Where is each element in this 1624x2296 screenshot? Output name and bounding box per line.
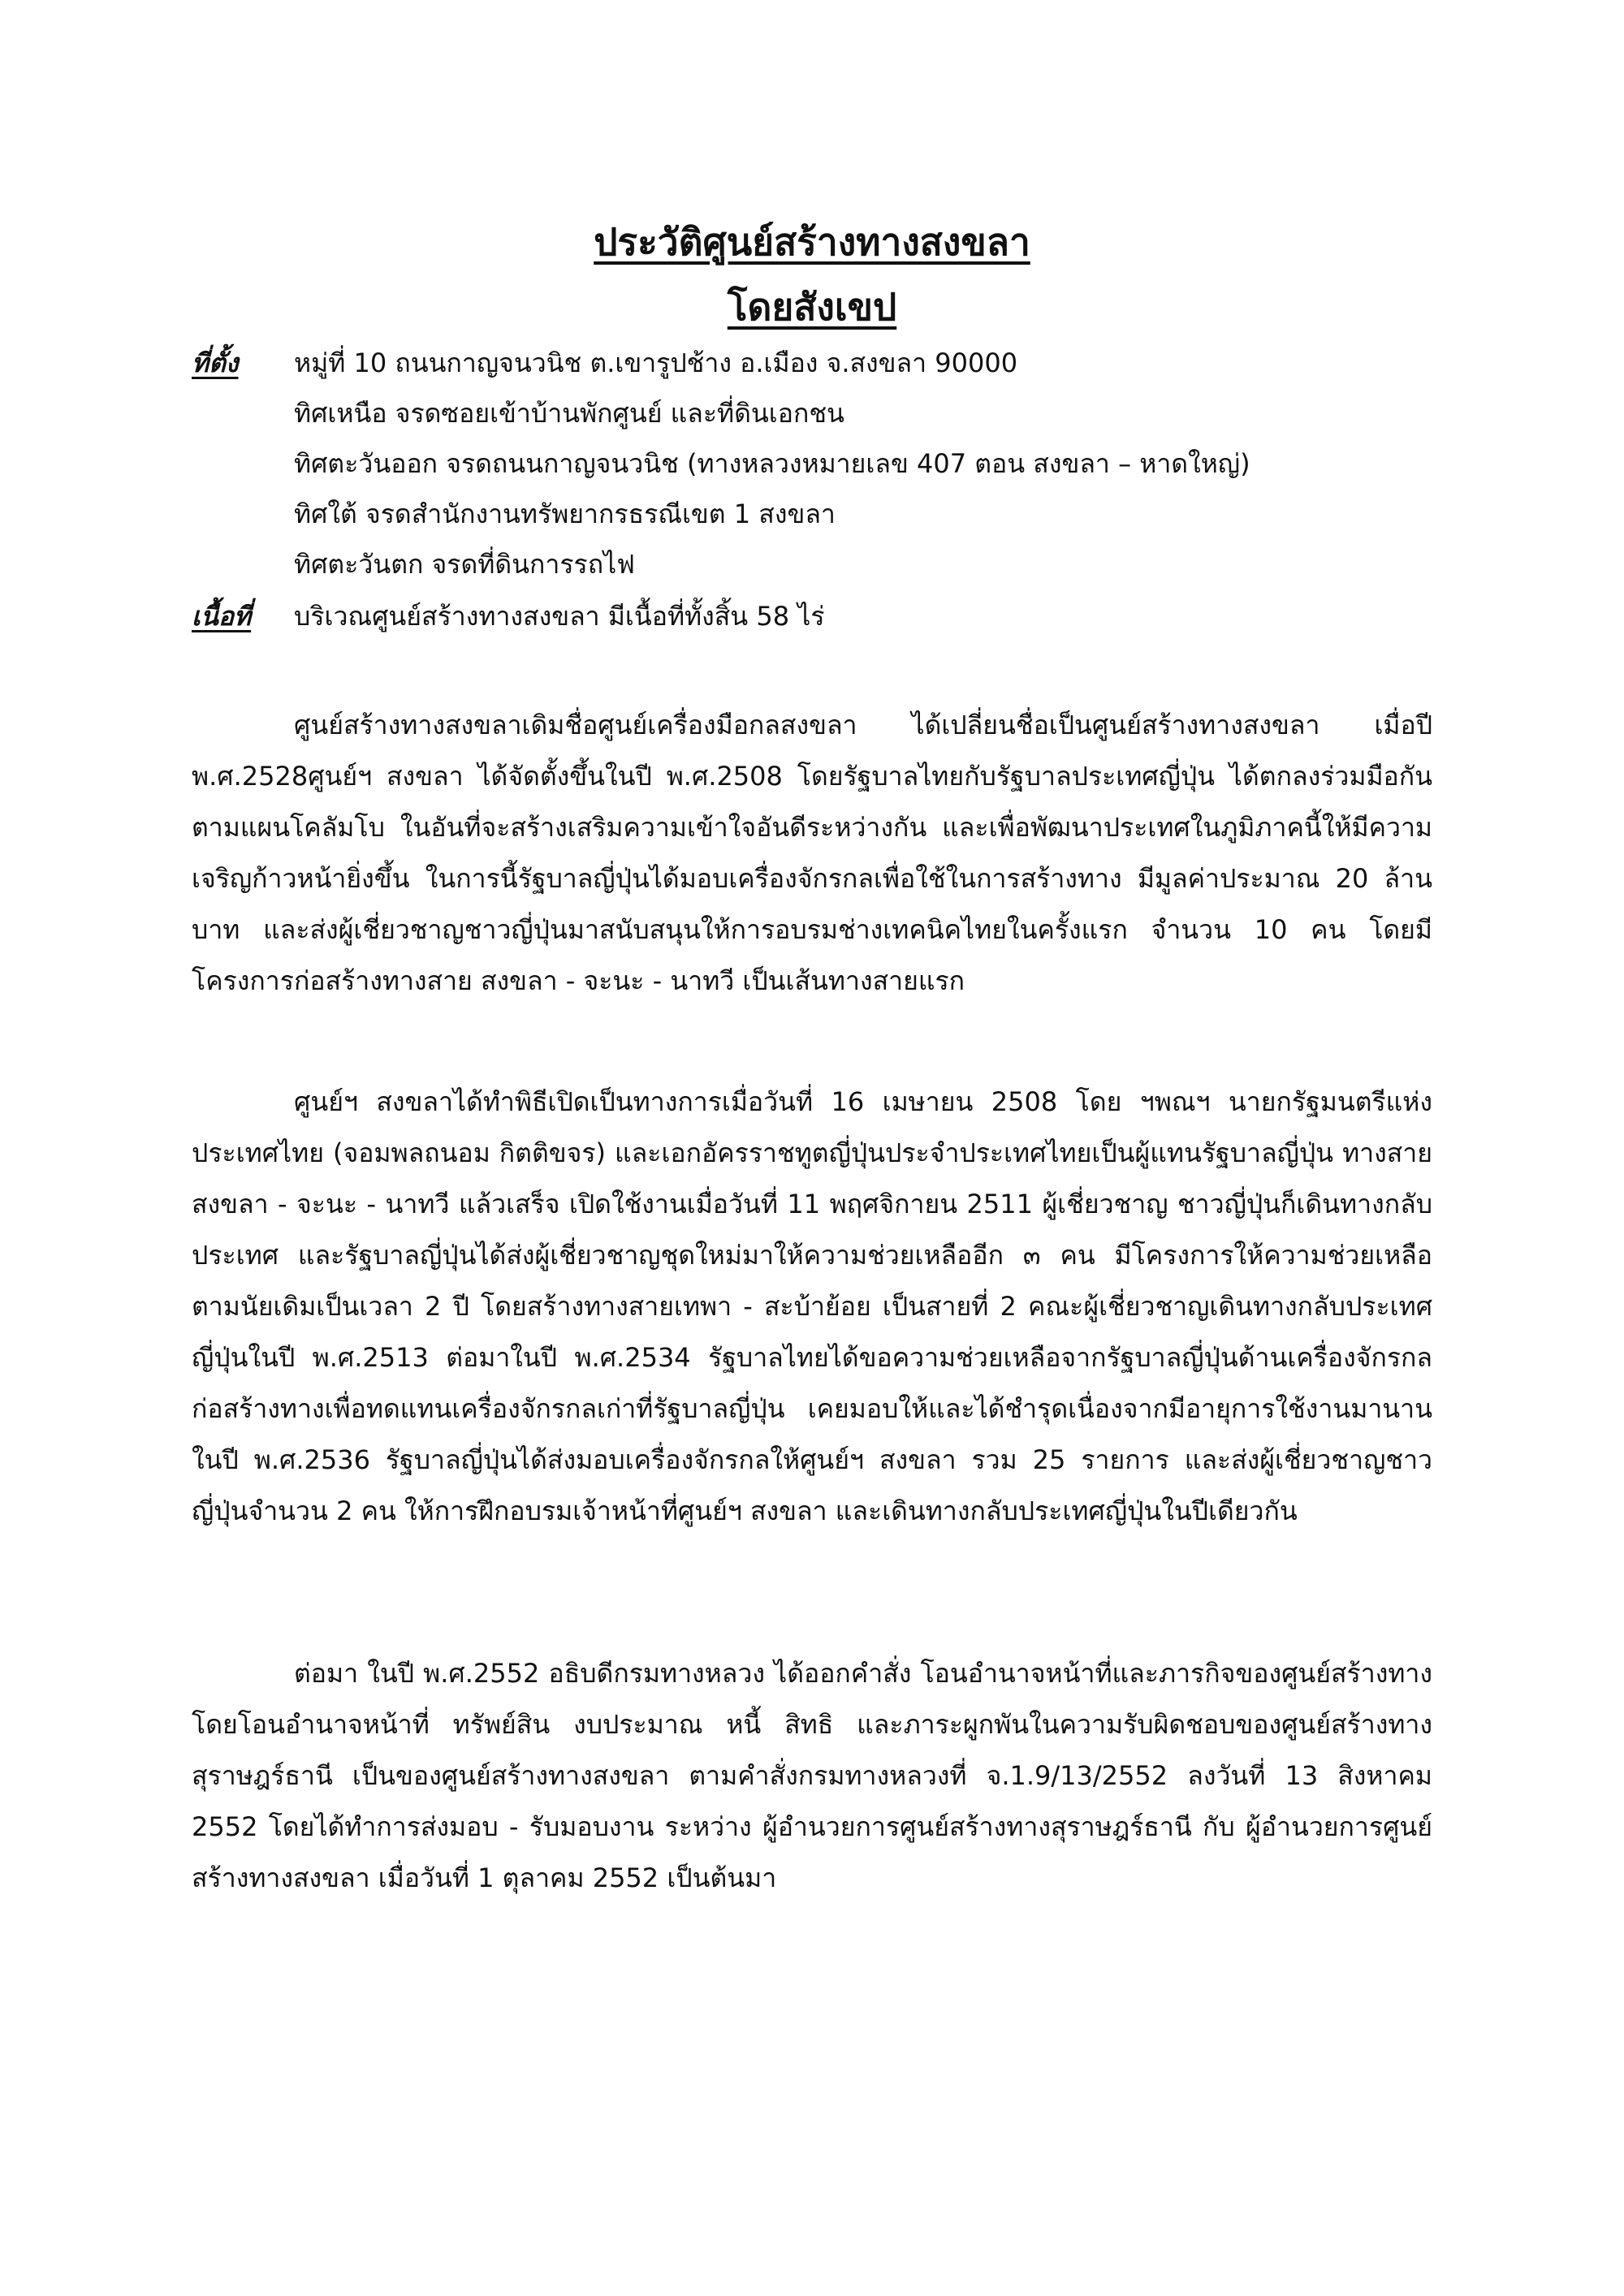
history-paragraph-1 xyxy=(192,700,1432,1007)
location-label: ที่ตั้ง xyxy=(192,347,239,378)
area-label: เนื้อที่ xyxy=(192,601,252,632)
boundary-west: ทิศตะวันตก จรดที่ดินการรถไฟ xyxy=(294,549,635,580)
area-text: บริเวณศูนย์สร้างทางสงขลา มีเนื้อที่ทั้งสิ้น 58 ไร่ xyxy=(294,601,825,632)
boundary-north: ทิศเหนือ จรดซอยเข้าบ้านพักศูนย์ และที่ดินเอกชน xyxy=(294,398,844,429)
boundary-south: ทิศใต้ จรดสำนักงานทรัพยากรธรณีเขต 1 สงขลา xyxy=(294,498,836,529)
paragraph-text: ศูนย์ฯ สงขลาได้ทำพิธีเปิดเป็นทางการเมื่อวันที่ 16 เมษายน 2508 โดย ฯพณฯ นายกรัฐมนตรีแห่งประเทศไทย (จอมพลถนอม กิตติขจร) และเอกอัครราชทูตญี่ปุ่นประจำประเทศไทยเป็นผู้แทนรัฐบาลญี่ปุ่น ทางสาย สงขลา - จะนะ - นาทวี แล้วเสร็จ เปิดใช้งานเมื่อวันที่ 11 พฤศจิกายน 2511 ผู้เชี่ยวชาญ ชาวญี่ปุ่นก็เดินทางกลับประเทศ และรัฐบาลญี่ปุ่นได้ส่งผู้เชี่ยวชาญชุดใหม่มาให้ความช่วยเหลืออีก ๓ คน มีโครงการให้ความช่วยเหลือตามนัยเดิมเป็นเวลา 2 ปี โดยสร้างทางสายเทพา - สะบ้าย้อย เป็นสายที่ 2 คณะผู้เชี่ยวชาญเดินทางกลับประเทศญี่ปุ่นในปี พ.ศ.2513 ต่อมาในปี พ.ศ.2534 รัฐบาลไทยได้ขอความช่วยเหลือจากรัฐบาลญี่ปุ่นด้านเครื่องจักรกลก่อสร้างทางเพื่อทดแทนเครื่องจักรกลเก่าที่รัฐบาลญี่ปุ่น เคยมอบให้และได้ชำรุดเนื่องจากมีอายุการใช้งานมานาน ในปี พ.ศ.2536 รัฐบาลญี่ปุ่นได้ส่งมอบเครื่องจักรกลให้ศูนย์ฯ สงขลา รวม 25 รายการ และส่งผู้เชี่ยวชาญชาวญี่ปุ่นจำนวน 2 คน ให้การฝึกอบรมเจ้าหน้าที่ศูนย์ฯ สงขลา และเดินทางกลับประเทศญี่ปุ่นในปีเดียวกัน xyxy=(192,1086,1433,1526)
paragraph-text: ต่อมา ในปี พ.ศ.2552 อธิบดีกรมทางหลวง ได้ออกคำสั่ง โอนอำนาจหน้าที่และภารกิจของศูนย์สร้างทาง โดยโอนอำนาจหน้าที่ ทรัพย์สิน งบประมาณ หนี้ สิทธิ และภาระผูกพันในความรับผิดชอบของศูนย์สร้างทางสุราษฎร์ธานี เป็นของศูนย์สร้างทางสงขลา ตามคำสั่งกรมทางหลวงที่ จ.1.9/13/2552 ลงวันที่ 13 สิงหาคม 2552 โดยได้ทำการส่งมอบ - รับมอบงาน ระหว่าง ผู้อำนวยการศูนย์สร้างทางสุราษฎร์ธานี กับ ผู้อำนวยการศูนย์สร้างทางสงขลา เมื่อวันที่ 1 ตุลาคม 2552 เป็นต้นมา xyxy=(192,1658,1432,1893)
history-paragraph-3 xyxy=(192,1648,1432,1904)
location-address: หมู่ที่ 10 ถนนกาญจนวนิช ต.เขารูปช้าง อ.เมือง จ.สงขลา 90000 xyxy=(294,347,1018,378)
paragraph-text: ศูนย์สร้างทางสงขลาเดิมชื่อศูนย์เครื่องมือกลสงขลา ได้เปลี่ยนชื่อเป็นศูนย์สร้างทางสงขลา เมื่อปี พ.ศ.2528ศูนย์ฯ สงขลา ได้จัดตั้งขึ้นในปี พ.ศ.2508 โดยรัฐบาลไทยกับรัฐบาลประเทศญี่ปุ่น ได้ตกลงร่วมมือกันตามแผนโคลัมโบ ในอันที่จะสร้างเสริมความเข้าใจอันดีระหว่างกัน และเพื่อพัฒนาประเทศในภูมิภาคนี้ให้มีความเจริญก้าวหน้ายิ่งขึ้น ในการนี้รัฐบาลญี่ปุ่นได้มอบเครื่องจักรกลเพื่อใช้ในการสร้างทาง มีมูลค่าประมาณ 20 ล้านบาท และส่งผู้เชี่ยวชาญชาวญี่ปุ่นมาสนับสนุนให้การอบรมช่างเทคนิคไทยในครั้งแรก จำนวน 10 คน โดยมีโครงการก่อสร้างทางสาย สงขลา - จะนะ - นาทวี เป็นเส้นทางสายแรก xyxy=(192,710,1433,996)
boundary-east: ทิศตะวันออก จรดถนนกาญจนวนิช (ทางหลวงหมายเลข 407 ตอน สงขลา – หาดใหญ่) xyxy=(294,448,1250,479)
document-subtitle: โดยสังเขป xyxy=(727,285,897,329)
document-title: ประวัติศูนย์สร้างทางสงขลา xyxy=(594,220,1030,264)
history-paragraph-2 xyxy=(192,1077,1432,1537)
